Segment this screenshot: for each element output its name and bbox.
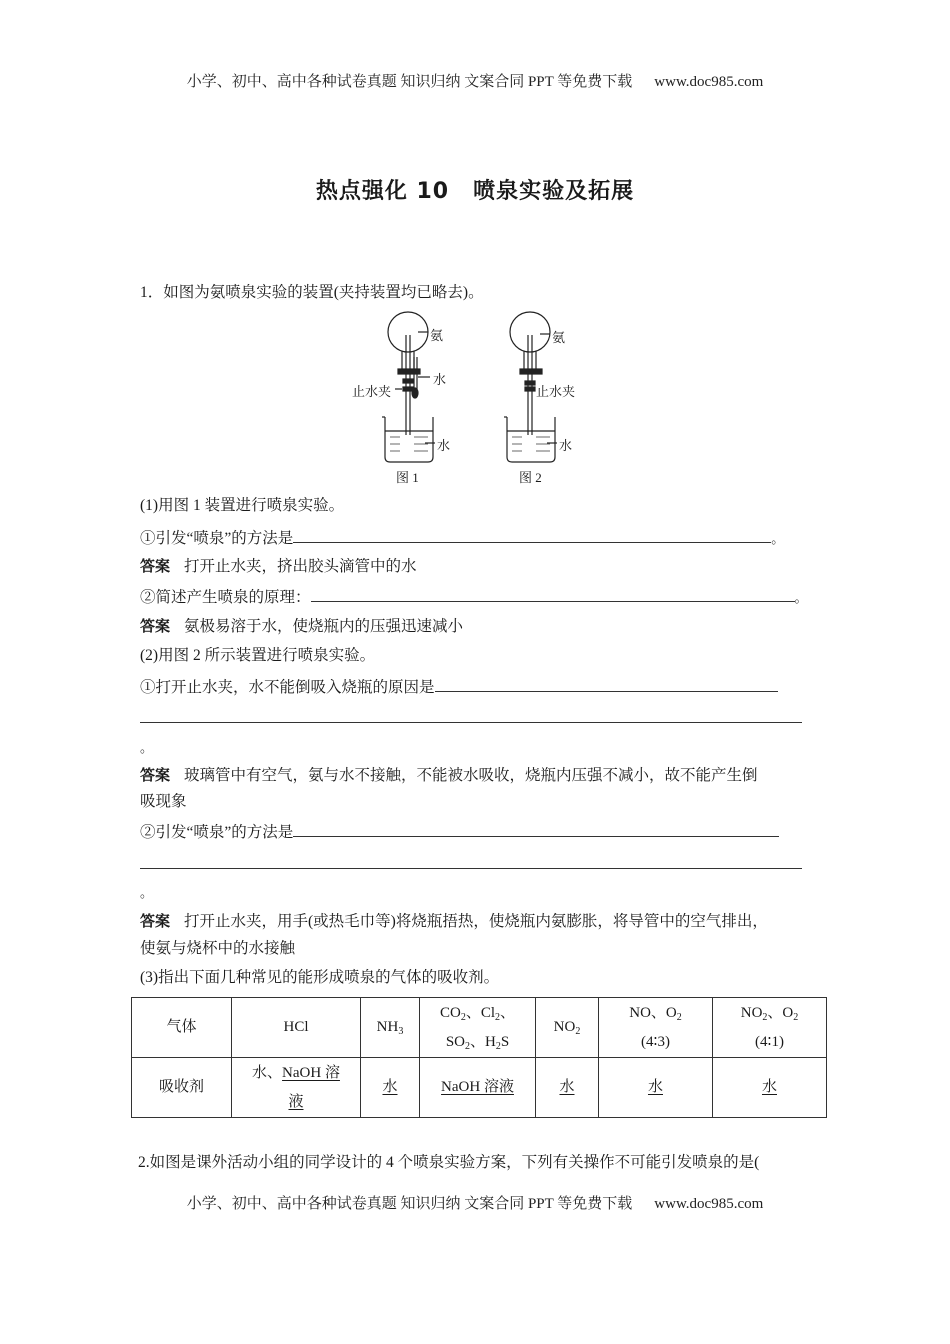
part1-sub1-answer-blank[interactable]: [293, 528, 771, 543]
absorbent-table: [131, 997, 827, 1118]
part2-sub2-answer-line1: [140, 911, 768, 932]
answer-label: 答案: [140, 912, 171, 930]
cell-absorbent-no2: 水: [536, 1058, 599, 1118]
fig2-label-water-beaker: 水: [559, 438, 573, 453]
part2-sub1-answer-line2: 吸现象: [140, 793, 187, 810]
part2-sub2-end: 。: [140, 885, 154, 900]
fig1-label-clamp: 止水夹: [352, 384, 392, 399]
title-prefix: 热点强化 10: [315, 179, 450, 204]
cell-absorbent-hcl: 水、NaOH 溶 液: [232, 1058, 361, 1118]
part1-sub2-prompt: ②简述产生喷泉的原理：: [140, 589, 311, 606]
part1-heading: (1)用图 1 装置进行喷泉实验。: [140, 497, 345, 514]
part1-sub2-answer: [140, 616, 463, 637]
cell-absorbent-acidic: NaOH 溶液: [420, 1058, 536, 1118]
answer-label: 答案: [140, 766, 171, 784]
part2-sub2-prompt: ②引发“喷泉”的方法是: [140, 824, 294, 841]
fig1-caption: 图 1: [396, 470, 419, 485]
header-text: 小学、初中、高中各种试卷真题 知识归纳 文案合同 PPT 等免费下载: [186, 74, 633, 90]
fountain-apparatus-figure: [340, 307, 620, 487]
header-url[interactable]: www.doc985.com: [654, 74, 764, 90]
part2-sub1-answer-line1: [140, 765, 758, 786]
answer-text: 玻璃管中有空气，氨与水不接触，不能被水吸收，烧瓶内压强不减小，故不能产生倒: [184, 767, 758, 784]
cell-absorbent-no-o2: 水: [599, 1058, 713, 1118]
fig1-label-water-dropper: 水: [433, 372, 447, 387]
part1-sub1-prompt: ①引发“喷泉”的方法是: [140, 530, 294, 547]
fig2-label-gas: 氨: [552, 330, 566, 345]
table-row-gas: [132, 998, 827, 1058]
part2-sub1-prompt: ①打开止水夹，水不能倒吸入烧瓶的原因是: [140, 679, 435, 696]
q2-stem: 2.如图是课外活动小组的同学设计的 4 个喷泉实验方案，下列有关操作不可能引发喷泉的是(: [138, 1154, 760, 1171]
fig1-label-water-beaker: 水: [437, 438, 451, 453]
part2-sub2-answer-blank[interactable]: [293, 822, 779, 837]
answer-text: 氨极易溶于水，使烧瓶内的压强迅速减小: [184, 618, 464, 635]
part2-sub2-prompt-line: [140, 822, 779, 843]
title-main: 喷泉实验及拓展: [473, 179, 635, 204]
fig2-label-clamp: 止水夹: [536, 384, 576, 399]
cell-absorbent-nh3: 水: [361, 1058, 420, 1118]
cell-gas-no2-o2: $NO_2$、$O_2$ (4∶1): [713, 998, 827, 1058]
table-row-absorbent: [132, 1058, 827, 1118]
footer-url[interactable]: www.doc985.com: [654, 1196, 764, 1212]
part1-sub1-answer: [140, 556, 417, 577]
answer-label: 答案: [140, 557, 171, 575]
answer-label: 答案: [140, 617, 171, 635]
part1-sub2-answer-blank[interactable]: [311, 587, 795, 602]
page-footer: [0, 1192, 950, 1213]
row-header-gas: 气体: [132, 998, 232, 1058]
page-header: [0, 70, 950, 91]
cell-gas-no-o2: NO、$O_2$ (4∶3): [599, 998, 713, 1058]
fig2-caption: 图 2: [519, 470, 542, 485]
part2-heading: (2)用图 2 所示装置进行喷泉实验。: [140, 647, 376, 664]
part1-sub2-prompt-line: ②简述产生喷泉的原理： 。: [140, 589, 808, 606]
part2-sub1-prompt-line: [140, 677, 778, 698]
cell-gas-no2: $NO_2$: [536, 998, 599, 1058]
footer-text: 小学、初中、高中各种试卷真题 知识归纳 文案合同 PPT 等免费下载: [186, 1196, 633, 1212]
part2-sub1-end: 。: [140, 740, 154, 755]
q1-stem: 1．如图为氨喷泉实验的装置(夹持装置均已略去)。: [140, 284, 484, 301]
part2-sub2-answer-blank-line2[interactable]: [140, 868, 802, 869]
answer-text: 打开止水夹，挤出胶头滴管中的水: [184, 558, 417, 575]
part2-sub2-answer-line2: 使氨与烧杯中的水接触: [140, 940, 296, 957]
part2-sub1-answer-blank-line2[interactable]: [140, 722, 802, 723]
part1-sub1-prompt-line: ①引发“喷泉”的方法是 。: [140, 530, 785, 547]
answer-text: 打开止水夹，用手(或热毛巾等)将烧瓶捂热，使烧瓶内氨膨胀，将导管中的空气排出，: [184, 913, 768, 930]
cell-absorbent-no2-o2: 水: [713, 1058, 827, 1118]
part3-heading: (3)指出下面几种常见的能形成喷泉的气体的吸收剂。: [140, 969, 500, 986]
page-title: [0, 174, 950, 205]
cell-gas-nh3: $NH_3$: [361, 998, 420, 1058]
row-header-absorbent: 吸收剂: [132, 1058, 232, 1118]
part2-sub1-answer-blank[interactable]: [435, 677, 778, 692]
cell-gas-hcl: HCl: [232, 998, 361, 1058]
cell-gas-acidic: $CO_2$、$Cl_2$、 $SO_2$、$H_2S$: [420, 998, 536, 1058]
fig1-label-gas: 氨: [430, 328, 444, 343]
